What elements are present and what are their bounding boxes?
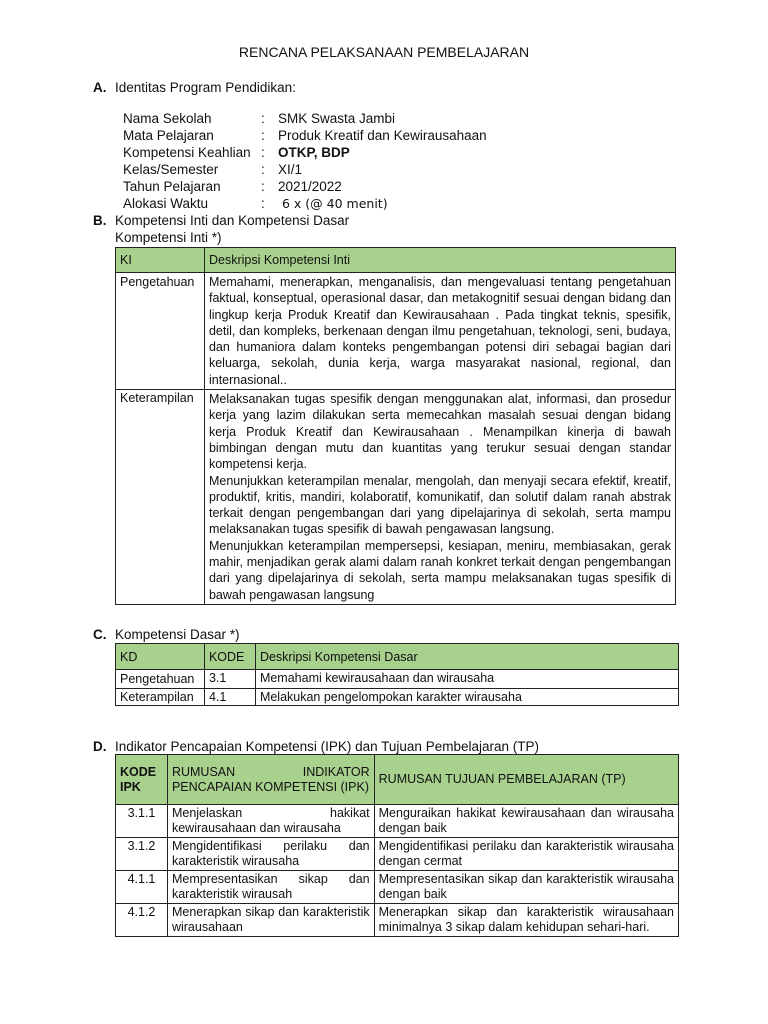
ki-description: Memahami, menerapkan, menganalisis, dan mengevaluasi tentang pengetahuan faktual, konseptual, operasional dasar, dan metakognitif sesuai dengan bidang dan lingkup kerja Produk Kreatif dan Kewirausahaan . Pada tingkat teknis, spesifik, detil, dan kompleks, berkenaan dengan ilmu pengetahuan, teknologi, seni, budaya, dan humaniora dalam konteks pengembangan potensi diri sebagai bagian dari keluarga, sekolah, dunia kerja, warga masyarakat nasional, regional, dan internasional.. <box>204 273 675 390</box>
section-b-heading <box>93 213 349 228</box>
header-cell: RUMUSAN TUJUAN PEMBELAJARAN (TP) <box>374 755 678 805</box>
identity-row: Nama Sekolah : SMK Swasta Jambi <box>123 111 396 126</box>
kd-table <box>115 643 679 706</box>
table-row <box>116 273 676 390</box>
identity-row: Mata Pelajaran : Produk Kreatif dan Kewirausahaan <box>123 128 487 143</box>
ki-subheading: Kompetensi Inti *) <box>115 230 222 245</box>
section-title: Kompetensi Inti dan Kompetensi Dasar <box>115 213 350 228</box>
section-title: Indikator Pencapaian Kompetensi (IPK) dan Tujuan Pembelajaran (TP) <box>115 739 539 754</box>
table-row: 4.1.2 Menerapkan sikap dan karakteristik wirausahaan Menerapkan sikap dan karakteristik wirausahaan minimalnya 3 sikap dalam kehidupan sehari-hari. <box>116 904 679 937</box>
section-title: Kompetensi Dasar *) <box>115 627 240 642</box>
header-cell: KD <box>116 644 205 670</box>
header-cell: Deskripsi Kompetensi Inti <box>204 248 675 273</box>
ki-table <box>115 247 676 605</box>
section-a-heading: A. Identitas Program Pendidikan: <box>93 80 296 95</box>
table-row: 4.1.1 Mempresentasikan sikap dan karakteristik wirausah Mempresentasikan sikap dan karakteristik wirausaha dengan baik <box>116 871 679 904</box>
section-letter: B. <box>93 213 107 228</box>
header-cell: KODE <box>204 644 255 670</box>
section-c-heading <box>93 627 240 642</box>
identity-row: Kelas/Semester : XI/1 <box>123 162 303 177</box>
ki-label: Pengetahuan <box>116 273 205 390</box>
section-letter: A. <box>93 80 107 95</box>
identity-list <box>123 110 643 212</box>
header-cell: KODE IPK <box>116 755 168 805</box>
document-title: RENCANA PELAKSANAAN PEMBELAJARAN <box>238 44 530 60</box>
header-cell: RUMUSAN INDIKATOR PENCAPAIAN KOMPETENSI (IPK) <box>167 755 374 805</box>
table-row <box>116 390 676 605</box>
ipk-table-header <box>116 755 679 805</box>
ki-label: Keterampilan <box>116 390 205 605</box>
table-row: Keterampilan 4.1 Melakukan pengelompokan karakter wirausaha <box>116 689 679 706</box>
identity-row: Kompetensi Keahlian : OTKP, BDP <box>123 145 350 160</box>
identity-row: Alokasi Waktu : 6 x (@ 40 menit) <box>123 196 388 211</box>
ki-description: Melaksanakan tugas spesifik dengan menggunakan alat, informasi, dan prosedur kerja yang lazim dilakukan serta memecahkan masalah sesuai dengan bidang kerja Produk Kreatif dan Kewirausahaan . Menampilkan kinerja di bawah bimbingan dengan mutu dan kuantitas yang terukur sesuai dengan standar kompetensi kerja. Menunjukkan keterampilan menalar, mengolah, dan menyaji secara efektif, kreatif, produktif, kritis, mandiri, kolaboratif, komunikatif, dan solutif dalam ranah abstrak terkait dengan pengembangan dari yang dipelajarinya di sekolah, serta mampu melaksanakan tugas spesifik di bawah pengawasan langsung. Menunjukkan keterampilan mempersepsi, kesiapan, meniru, membiasakan, gerak mahir, menjadikan gerak alami dalam ranah konkret terkait dengan pengembangan dari yang dipelajarinya di sekolah, serta mampu melaksanakan tugas spesifik di bawah pengawasan langsung <box>204 390 675 605</box>
kd-table-header <box>116 644 679 670</box>
table-row: Pengetahuan 3.1 Memahami kewirausahaan dan wirausaha <box>116 670 679 689</box>
section-letter: C. <box>93 627 107 642</box>
header-cell: Deskripsi Kompetensi Dasar <box>255 644 678 670</box>
identity-row: Tahun Pelajaran : 2021/2022 <box>123 179 342 194</box>
section-title: Identitas Program Pendidikan <box>115 80 293 95</box>
section-letter: D. <box>93 739 107 754</box>
ipk-table <box>115 754 679 937</box>
header-cell: KI <box>116 248 205 273</box>
section-d-heading <box>93 739 539 754</box>
ki-table-header <box>116 248 676 273</box>
table-row: 3.1.2 Mengidentifikasi perilaku dan karakteristik wirausaha Mengidentifikasi perilaku dan karakteristik wirausaha dengan cermat <box>116 838 679 871</box>
table-row: 3.1.1 Menjelaskan hakikat kewirausahaan dan wirausaha Menguraikan hakikat kewirausahaan dan wirausaha dengan baik <box>116 805 679 838</box>
